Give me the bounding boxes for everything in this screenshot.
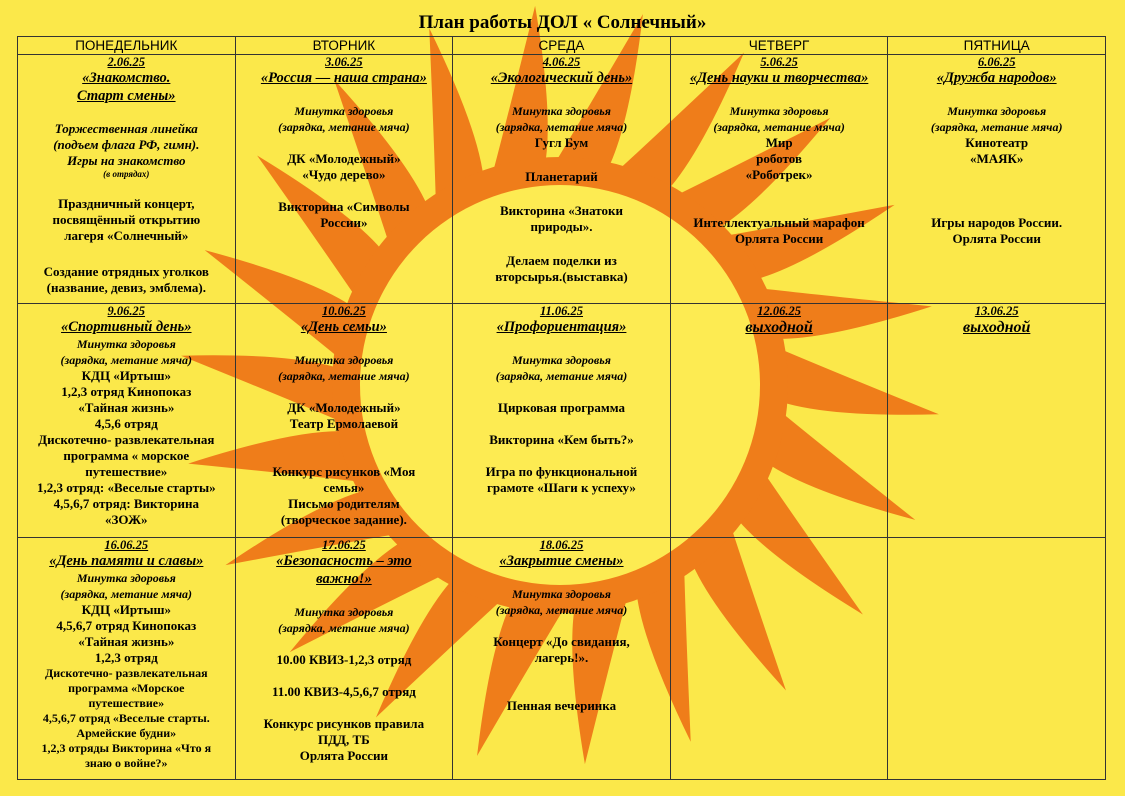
activity-line: Концерт «До свидания, [493,634,630,649]
activity-line: 11.00 КВИЗ-4,5,6,7 отряд [271,684,416,699]
day-theme: «Профориентация» [496,319,627,335]
activity-line: ПДД, ТБ [318,732,370,747]
date-label: 9.06.25 [107,304,146,318]
day-theme: «Безопасность – это [276,553,412,569]
activity-note: (в отрядах) [103,169,150,179]
header-friday: ПЯТНИЦА [888,37,1106,55]
date-label: 17.06.25 [322,538,366,552]
activity-line: 4,5,6 отряд [94,416,158,431]
day-theme: «День памяти и славы» [49,553,204,569]
health-minute: Минутка здоровья [294,605,394,619]
activity-line: (подъем флага РФ, гимн). [53,137,200,152]
health-minute: Минутка здоровья [76,337,176,351]
schedule-table [17,36,1106,780]
activity-line: программа «Морское [68,681,185,695]
page-title: План работы ДОЛ « Солнечный» [418,12,707,33]
activity-line: «Тайная жизнь» [78,400,175,415]
activity-line: программа « морское [63,448,190,463]
date-label: 13.06.25 [974,304,1019,318]
activity-line: семья» [323,480,365,495]
health-minute-detail: (зарядка, метание мяча) [495,603,628,617]
activity-line: (творческое задание). [280,512,407,527]
activity-line: «ЗОЖ» [105,512,148,527]
health-minute: Минутка здоровья [512,353,611,367]
activity-line: посвящённый открытию [52,212,201,227]
activity-line: ДК «Молодежный» [287,151,401,166]
week-2-row [18,304,1106,538]
activity-line: КДЦ «Иртыш» [81,602,171,617]
activity-line: роботов [756,151,802,166]
activity-line: Пенная вечеринка [506,698,617,713]
date-label: 4.06.25 [542,55,581,69]
date-label: 18.06.25 [539,538,584,552]
cell-11-06 [453,304,671,538]
health-minute: Минутка здоровья [76,571,176,585]
activity-line: Викторина «Символы [278,199,410,214]
activity-line: Конкурс рисунков правила [263,716,425,731]
header-wednesday: СРЕДА [453,37,671,55]
health-minute-detail: (зарядка, метание мяча) [930,120,1063,134]
date-label: 5.06.25 [760,55,798,69]
health-minute-detail: (зарядка, метание мяча) [278,621,410,635]
activity-line: Письмо родителям [288,496,400,511]
activity-line: «Чудо дерево» [302,167,386,182]
activity-line: Делаем поделки из [506,253,617,268]
activity-line: Праздничный концерт, [58,196,195,211]
header-monday: ПОНЕДЕЛЬНИК [18,37,236,55]
health-minute-detail: (зарядка, метание мяча) [60,587,193,601]
health-minute: Минутка здоровья [512,104,611,118]
cell-9-06 [18,304,236,538]
activity-line: «МАЯК» [969,151,1024,166]
activity-line: 4,5,6,7 отряд «Веселые старты. [42,711,210,725]
health-minute-detail: (зарядка, метание мяча) [495,120,628,134]
activity-line: 4,5,6,7 отряд: Викторина [53,496,199,511]
date-label: 16.06.25 [104,538,149,552]
header-thursday: ЧЕТВЕРГ [670,37,888,55]
cell-17-06 [235,538,453,780]
day-theme: «Дружба народов» [936,70,1057,86]
activity-line: Викторина «Кем быть?» [489,432,634,447]
activity-line: Кинотеатр [965,135,1029,150]
day-theme: важно!» [316,571,372,587]
health-minute-detail: (зарядка, метание мяча) [278,369,410,383]
activity-line: Орлята России [952,231,1041,246]
day-off-label: выходной [745,319,813,336]
cell-empty-thursday [670,538,888,780]
health-minute: Минутка здоровья [294,104,394,118]
activity-line: 1,2,3 отряд: «Веселые старты» [36,480,216,495]
activity-line: знаю о войне?» [85,756,168,770]
days-header-row [18,37,1106,55]
day-theme: Старт смены» [77,88,176,104]
activity-line: вторсырья.(выставка) [495,269,628,284]
day-theme: «День науки и творчества» [689,70,869,86]
health-minute-detail: (зарядка, метание мяча) [60,353,193,367]
activity-line: 1,2,3 отряд [94,650,158,665]
cell-12-06 [670,304,888,538]
health-minute: Минутка здоровья [294,353,394,367]
cell-empty-friday [888,538,1106,780]
cell-6-06 [888,55,1106,304]
cell-16-06 [18,538,236,780]
health-minute-detail: (зарядка, метание мяча) [495,369,628,383]
health-minute-detail: (зарядка, метание мяча) [713,120,845,134]
date-label: 2.06.25 [107,55,146,69]
activity-line: 1,2,3 отряд Кинопоказ [61,384,192,399]
cell-4-06 [453,55,671,304]
activity-line: КДЦ «Иртыш» [81,368,171,383]
date-label: 12.06.25 [757,304,801,318]
activity-line: Орлята России [734,231,824,246]
health-minute-detail: (зарядка, метание мяча) [278,120,410,134]
activity-line: 10.00 КВИЗ-1,2,3 отряд [276,652,412,667]
activity-line: Планетарий [525,169,598,184]
cell-18-06 [453,538,671,780]
activity-line: Торжественная линейка [54,121,198,136]
cell-5-06 [670,55,888,304]
activity-line: природы». [530,219,593,234]
activity-line: Орлята России [299,748,389,763]
health-minute: Минутка здоровья [729,104,829,118]
date-label: 6.06.25 [977,55,1016,69]
cell-13-06 [888,304,1106,538]
cell-2-06 [18,55,236,304]
activity-line: Армейские будни» [76,726,177,740]
cell-10-06 [235,304,453,538]
activity-line: Театр Ермолаевой [289,416,399,431]
activity-line: Цирковая программа [497,400,626,415]
day-theme: «Экологический день» [490,70,633,86]
activity-line: Дискотечно- развлекательная [38,432,215,447]
activity-line: Игры народов России. [931,215,1063,230]
activity-line: Игра по функциональной [485,464,638,479]
activity-line: лагерь!». [534,650,589,665]
health-minute: Минутка здоровья [512,587,611,601]
cell-3-06 [235,55,453,304]
activity-line: Викторина «Знатоки [499,203,623,218]
activity-line: «Роботрек» [745,167,813,182]
activity-line: ДК «Молодежный» [287,400,401,415]
activity-line: Создание отрядных уголков [43,264,209,279]
activity-line: Игры на знакомство [67,153,186,168]
date-label: 10.06.25 [322,304,366,318]
activity-line: Интеллектуальный марафон [693,215,865,230]
activity-line: Гугл Бум [534,135,589,150]
date-label: 3.06.25 [325,55,363,69]
activity-line: Мир [765,135,793,150]
activity-line: Дискотечно- развлекательная [44,666,208,680]
health-minute: Минутка здоровья [947,104,1047,118]
activity-line: России» [320,215,368,230]
header-tuesday: ВТОРНИК [235,37,453,55]
activity-line: 4,5,6,7 отряд Кинопоказ [56,618,197,633]
activity-line: путешествие» [85,464,168,479]
day-off-label: выходной [963,319,1031,336]
activity-line: (название, девиз, эмблема). [46,280,206,295]
week-1-row [18,55,1106,304]
activity-line: Конкурс рисунков «Моя [272,464,416,479]
day-theme: «Спортивный день» [61,319,192,335]
activity-line: «Тайная жизнь» [78,634,175,649]
day-theme: «Россия — наша страна» [260,70,427,86]
activity-line: 1,2,3 отряды Викторина «Что я [41,741,212,755]
activity-line: грамоте «Шаги к успеху» [487,480,636,495]
activity-line: путешествие» [88,696,165,710]
week-3-row [18,538,1106,780]
day-theme: «Закрытие смены» [499,553,624,569]
activity-line: лагеря «Солнечный» [64,228,189,243]
date-label: 11.06.25 [539,304,584,318]
day-theme: «Знакомство. [82,70,171,86]
day-theme: «День семьи» [300,319,387,335]
